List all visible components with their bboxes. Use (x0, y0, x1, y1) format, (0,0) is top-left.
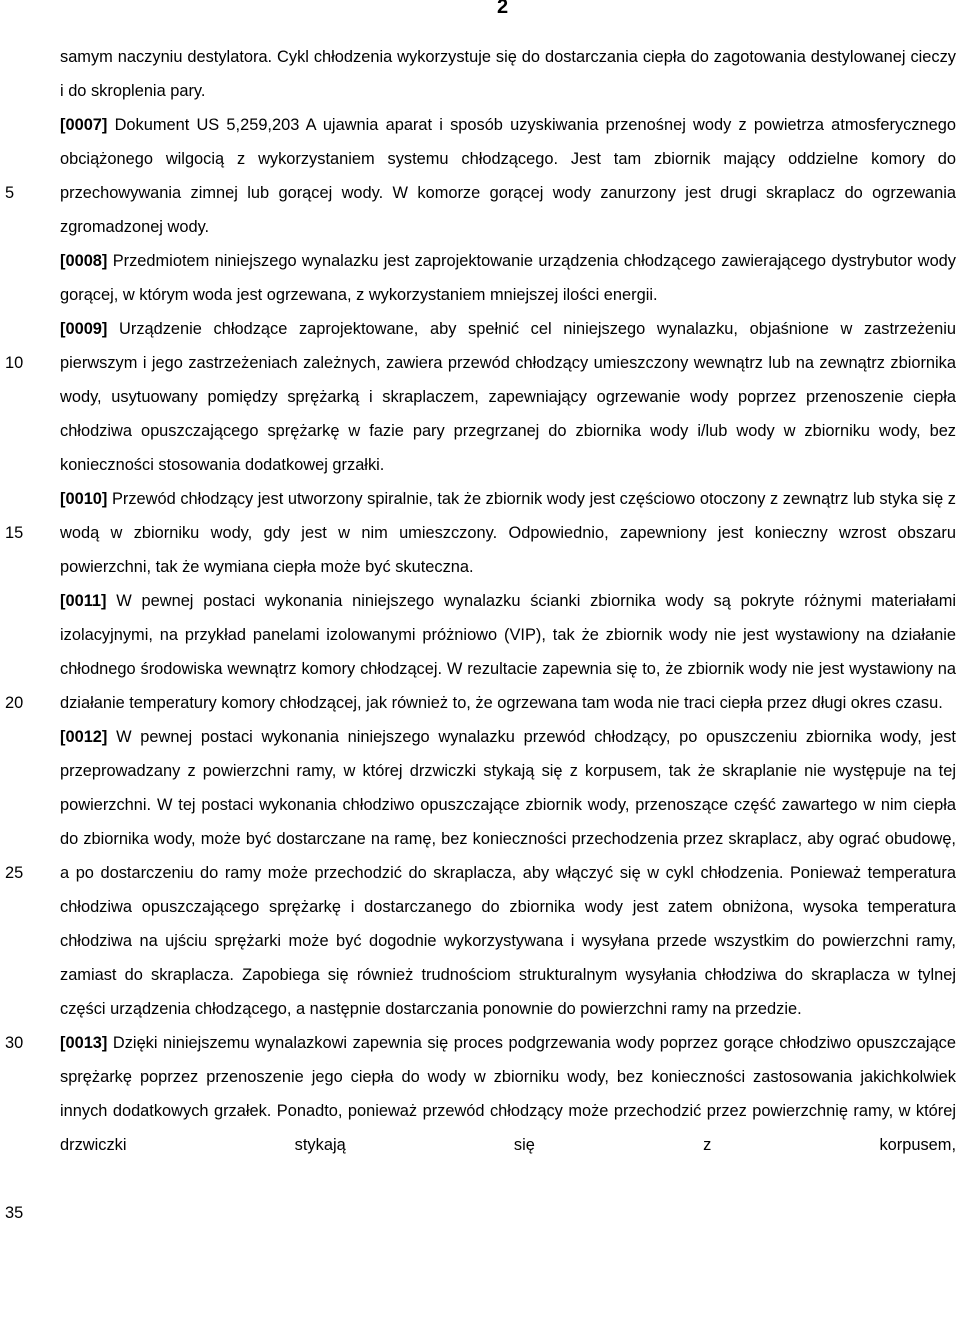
page-number: 2 (497, 0, 509, 18)
paragraph-0010 (60, 482, 956, 584)
paragraph-ref: [0008] (60, 252, 108, 270)
paragraph-0009 (60, 312, 956, 482)
paragraph-0008 (60, 244, 956, 312)
paragraph-text: Urządzenie chłodzące zaprojektowane, aby spełnić cel niniejszego wynalazku, objaśnione w zastrzeżeniu pierwszym i jego zastrzeżeniach zależnych, zawiera przewód chłodzący umieszczony wewnątrz lub na zewnątrz zbiornika wody, usytuowany pomiędzy sprężarką i skraplaczem, zapewniający ogrzewanie wody poprzez przenoszenie ciepła chłodziwa opuszczającego sprężarkę w fazie pary przegrzanej do zbiornika wody i/lub wody w zbiorniku wody, bez konieczności stosowania dodatkowej grzałki. (60, 320, 956, 474)
paragraph-ref: [0011] (60, 592, 107, 610)
line-number-35: 35 (5, 1204, 24, 1222)
line-number-10: 10 (5, 354, 24, 372)
paragraph-text: samym naczyniu destylatora. Cykl chłodzenia wykorzystuje się do dostarczania ciepła do zagotowania destylowanej cieczy i do skroplenia pary. (60, 48, 956, 100)
line-number-15: 15 (5, 524, 24, 542)
paragraph-ref: [0009] (60, 320, 108, 338)
paragraph-text: Dokument US 5,259,203 A ujawnia aparat i sposób uzyskiwania przenośnej wody z powietrza atmosferycznego obciążonego wilgocią z wykorzystaniem systemu chłodzącego. Jest tam zbiornik mający oddzielne komory do przechowywania zimnej lub gorącej wody. W komorze gorącej wody zanurzony jest drugi skraplacz do ogrzewania zgromadzonej wody. (60, 116, 956, 236)
line-number-5: 5 (5, 184, 15, 202)
line-number-25: 25 (5, 864, 24, 882)
paragraph-0013 (60, 1026, 956, 1162)
paragraph-text: Przewód chłodzący jest utworzony spiralnie, tak że zbiornik wody jest częściowo otoczony z zewnątrz lub styka się z wodą w zbiorniku wody, gdy jest w nim umieszczony. Odpowiednio, zapewniony jest konieczny wzrost obszaru powierzchni, tak że wymiana ciepła może być skuteczna. (60, 490, 956, 576)
paragraph-0012 (60, 720, 956, 1026)
line-number-30: 30 (5, 1034, 24, 1052)
paragraph-ref: [0007] (60, 116, 108, 134)
paragraph-ref: [0012] (60, 728, 108, 746)
paragraph-0007 (60, 108, 956, 244)
paragraph-text: Dzięki niniejszemu wynalazkowi zapewnia się proces podgrzewania wody poprzez gorące chłodziwo opuszczające sprężarkę poprzez przenoszenie jego ciepła do wody w zbiorniku wody, bez konieczności zastosowania jakichkolwiek innych dodatkowych grzałek. Ponadto, ponieważ przewód chłodzący może przechodzić przez powierzchnię ramy, w której drzwiczki stykają się z korpusem, (60, 1034, 956, 1154)
line-number-20: 20 (5, 694, 24, 712)
paragraph-ref: [0010] (60, 490, 108, 508)
paragraph-continuation (60, 40, 956, 108)
paragraph-text: W pewnej postaci wykonania niniejszego wynalazku przewód chłodzący, po opuszczeniu zbiornika wody, jest przeprowadzany z powierzchni ramy, w której drzwiczki stykają się z korpusem, tak że skraplanie nie występuje na tej powierzchni. W tej postaci wykonania chłodziwo opuszczające zbiornik wody, przenoszące część zawartego w nim ciepła do zbiornika wody, może być dostarczane na ramę, bez konieczności przechodzenia przez skraplacz, aby ograć obudowę, a po dostarczeniu do ramy może przechodzić do skraplacza, aby włączyć się w cykl chłodzenia. Ponieważ temperatura chłodziwa opuszczającego sprężarkę i dostarczanego do zbiornika wody jest zatem obniżona, wysoka temperatura chłodziwa na ujściu sprężarki może być dogodnie wykorzystywana i wysyłana przede wszystkim do powierzchni ramy, zamiast do skraplacza. Zapobiega się również trudnościom strukturalnym wysyłania chłodziwa do skraplacza w tylnej części urządzenia chłodzącego, a następnie dostarczania ponownie do powierzchni ramy na przedzie. (60, 728, 956, 1018)
paragraph-text: W pewnej postaci wykonania niniejszego wynalazku ścianki zbiornika wody są pokryte różnymi materiałami izolacyjnymi, na przykład panelami izolowanymi próżniowo (VIP), tak że zbiornik wody nie jest wystawiony na działanie chłodnego środowiska wewnątrz komory chłodzącej. W rezultacie zapewnia się to, że zbiornik wody nie jest wystawiony na działanie temperatury komory chłodzącej, jak również to, że ogrzewana tam woda nie traci ciepła przez długi okres czasu. (60, 592, 956, 712)
paragraph-0011 (60, 584, 956, 720)
paragraph-ref: [0013] (60, 1034, 108, 1052)
document-body (60, 40, 956, 1162)
paragraph-text: Przedmiotem niniejszego wynalazku jest zaprojektowanie urządzenia chłodzącego zawierającego dystrybutor wody gorącej, w którym woda jest ogrzewana, z wykorzystaniem mniejszej ilości energii. (60, 252, 956, 304)
